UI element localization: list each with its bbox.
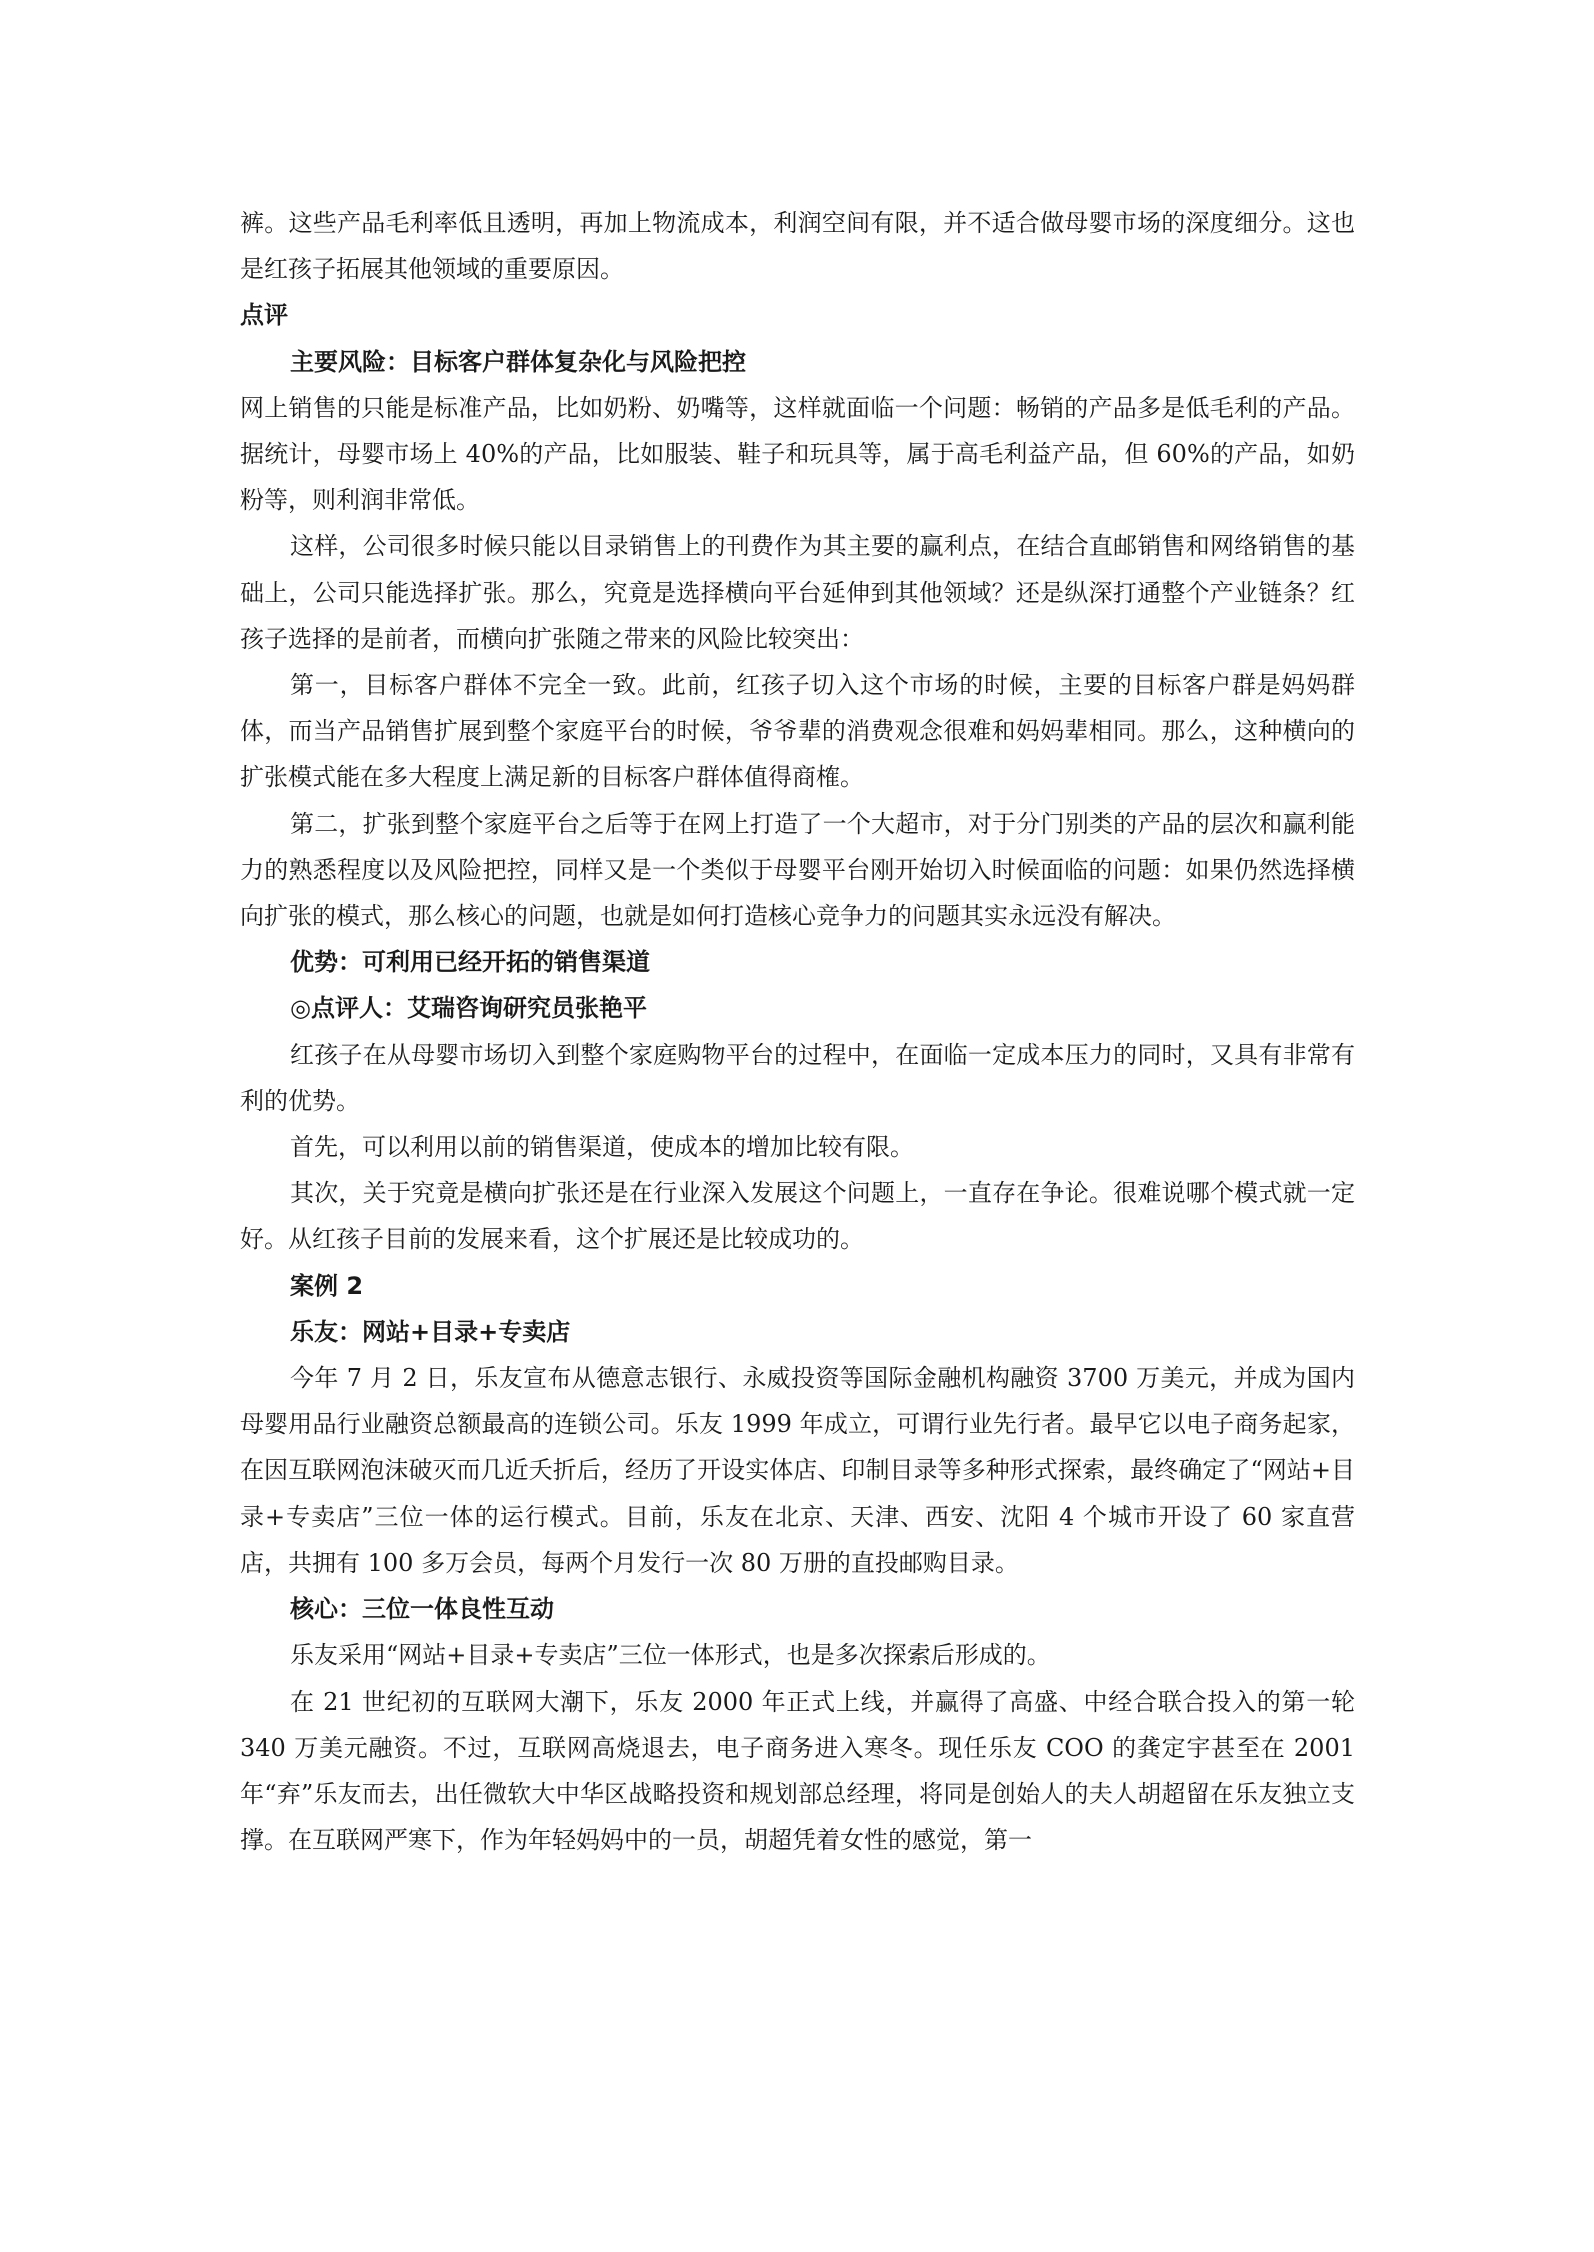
paragraph-three-in-one: 乐友采用“网站+目录+专卖店”三位一体形式，也是多次探索后形成的。 <box>290 1641 1051 1670</box>
paragraph-continuation: 裤。这些产品毛利率低且透明，再加上物流成本，利润空间有限，并不适合做母婴市场的深度细分。这也是红孩子拓展其他领域的重要原因。 <box>240 209 1355 284</box>
paragraph-expansion-choice: 这样，公司很多时候只能以目录销售上的刊费作为其主要的赢利点，在结合直邮销售和网络销售的基础上，公司只能选择扩张。那么，究竟是选择横向平台延伸到其他领域？还是纵深打通整个产业链条？红孩子选择的是前者，而横向扩张随之带来的风险比较突出： <box>240 532 1355 653</box>
paragraph-second-point: 第二，扩张到整个家庭平台之后等于在网上打造了一个大超市，对于分门别类的产品的层次和赢利能力的熟悉程度以及风险把控，同样又是一个类似于母婴平台刚开始切入时候面临的问题：如果仍然选择横向扩张的模式，那么核心的问题，也就是如何打造核心竞争力的问题其实永远没有解决。 <box>240 809 1355 931</box>
subheading-main-risk: 主要风险：目标客户群体复杂化与风险把控 <box>290 347 746 376</box>
document-page <box>240 200 1355 1863</box>
paragraph-standard-products: 网上销售的只能是标准产品，比如奶粉、奶嘴等，这样就面临一个问题：畅销的产品多是低毛利的产品。据统计，母婴市场上 40%的产品，比如服装、鞋子和玩具等，属于高毛利益产品，但 60%的产品，如奶粉等，则利润非常低。 <box>240 393 1355 515</box>
case-heading: 案例 2 <box>290 1271 364 1300</box>
subheading-advantage: 优势：可利用已经开拓的销售渠道 <box>290 948 650 977</box>
case-title: 乐友：网站+目录+专卖店 <box>290 1317 571 1346</box>
paragraph-advantage-intro: 红孩子在从母婴市场切入到整个家庭购物平台的过程中，在面临一定成本压力的同时，又具有非常有利的优势。 <box>240 1040 1355 1115</box>
paragraph-first-point: 第一，目标客户群体不完全一致。此前，红孩子切入这个市场的时候，主要的目标客户群是妈妈群体，而当产品销售扩展到整个家庭平台的时候，爷爷辈的消费观念很难和妈妈辈相同。那么，这种横向的扩张模式能在多大程度上满足新的目标客户群体值得商榷。 <box>240 671 1355 792</box>
paragraph-first-advantage: 首先，可以利用以前的销售渠道，使成本的增加比较有限。 <box>290 1133 914 1162</box>
paragraph-leyou-intro: 今年 7 月 2 日，乐友宣布从德意志银行、永威投资等国际金融机构融资 3700 万美元，并成为国内母婴用品行业融资总额最高的连锁公司。乐友 1999 年成立，可谓行业先行者。最早它以电子商务起家，在因互联网泡沫破灭而几近夭折后，经历了开设实体店、印制目录等多种形式探索，最终确定了“网站+目录+专卖店”三位一体的运行模式。目前，乐友在北京、天津、西安、沈阳 4 个城市开设了 60 家直营店，共拥有 100 多万会员，每两个月发行一次 80 万册的直投邮购目录。 <box>240 1364 1355 1577</box>
subheading-core: 核心：三位一体良性互动 <box>290 1595 554 1624</box>
section-heading-review: 点评 <box>240 301 288 330</box>
reviewer-byline: ◎点评人：艾瑞咨询研究员张艳平 <box>290 994 647 1023</box>
paragraph-history: 在 21 世纪初的互联网大潮下，乐友 2000 年正式上线，并赢得了高盛、中经合联合投入的第一轮 340 万美元融资。不过，互联网高烧退去，电子商务进入寒冬。现任乐友 COO 的龚定宇甚至在 2001 年“弃”乐友而去，出任微软大中华区战略投资和规划部总经理，将同是创始人的夫人胡超留在乐友独立支撑。在互联网严寒下，作为年轻妈妈中的一员，胡超凭着女性的感觉，第一 <box>240 1687 1355 1855</box>
paragraph-second-advantage: 其次，关于究竟是横向扩张还是在行业深入发展这个问题上，一直存在争论。很难说哪个模式就一定好。从红孩子目前的发展来看，这个扩展还是比较成功的。 <box>240 1179 1355 1254</box>
